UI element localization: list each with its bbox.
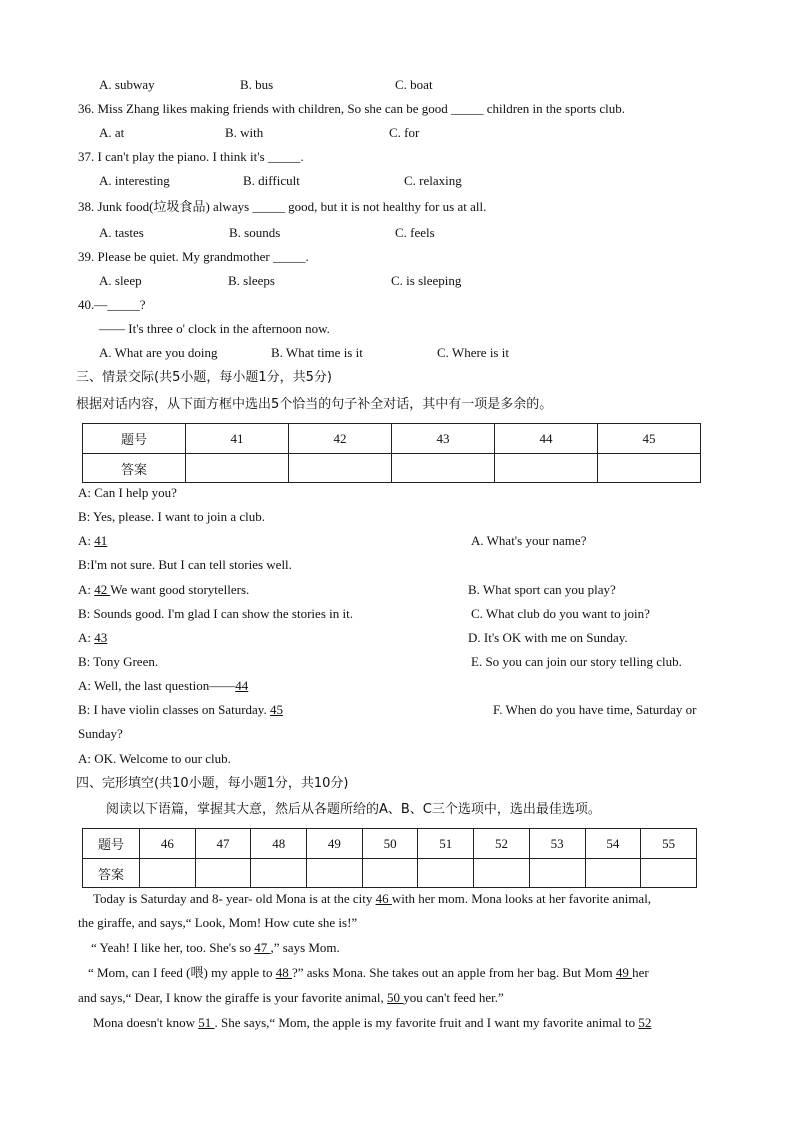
- blank-43: 43: [94, 630, 108, 645]
- q35-option-a: A. subway: [99, 77, 155, 92]
- q37-option-c: C. relaxing: [404, 173, 462, 188]
- answer-cell[interactable]: [195, 859, 251, 888]
- answer-cell[interactable]: [307, 859, 363, 888]
- passage-line: “ Mom, can I feed (喂) my apple to 48 ?” asks Mona. She takes out an apple from her bag. But Mom 49 her: [88, 965, 649, 980]
- dialog-line: B: Sounds good. I'm glad I can show the stories in it.: [78, 606, 353, 621]
- q36-option-b: B. with: [225, 125, 264, 140]
- answer-cell[interactable]: [140, 859, 196, 888]
- blank-42: 42: [94, 582, 111, 597]
- q37-option-a: A. interesting: [99, 173, 170, 188]
- q40-reply: —— It's three o' clock in the afternoon now.: [99, 321, 330, 336]
- dialog-line: A: Well, the last question——44: [78, 678, 249, 693]
- q39-option-a: A. sleep: [99, 273, 142, 288]
- answer-cell[interactable]: [495, 454, 598, 483]
- q35-option-b: B. bus: [240, 77, 274, 92]
- dialog-line: B: Tony Green.: [78, 654, 159, 669]
- option-b: B. What sport can you play?: [468, 582, 616, 597]
- question-number: 55: [641, 829, 697, 859]
- section4-title: 四、完形填空(共10小题，每小题1分，共10分): [76, 776, 349, 791]
- question-number: 51: [418, 829, 474, 859]
- dialog-line: A: 41: [78, 533, 108, 548]
- dialog-line: B: I have violin classes on Saturday. 45: [78, 702, 283, 717]
- q39-option-c: C. is sleeping: [391, 273, 462, 288]
- option-a: A. What's your name?: [471, 533, 587, 548]
- section4-answer-table: [82, 828, 697, 888]
- q39-stem: 39. Please be quiet. My grandmother _____.: [78, 249, 309, 264]
- answer-cell[interactable]: [474, 859, 530, 888]
- question-number: 47: [195, 829, 251, 859]
- option-f: F. When do you have time, Saturday or: [493, 702, 697, 717]
- dialog-line: B:I'm not sure. But I can tell stories well.: [78, 557, 292, 572]
- passage-line: Mona doesn't know 51 . She says,“ Mom, the apple is my favorite fruit and I want my favorite animal to 52: [93, 1015, 652, 1030]
- option-c: C. What club do you want to join?: [471, 606, 650, 621]
- question-number: 42: [289, 424, 392, 454]
- answer-cell[interactable]: [362, 859, 418, 888]
- dialog-line: A: OK. Welcome to our club.: [78, 751, 231, 766]
- question-number: 54: [585, 829, 641, 859]
- answer-cell[interactable]: [418, 859, 474, 888]
- dialog-line: A: 42 We want good storytellers.: [78, 582, 250, 597]
- option-d: D. It's OK with me on Sunday.: [468, 630, 628, 645]
- q40-option-c: C. Where is it: [437, 345, 509, 360]
- blank-48: 48: [275, 965, 292, 980]
- blank-45: 45: [269, 702, 283, 717]
- q40-option-b: B. What time is it: [271, 345, 363, 360]
- answer-cell[interactable]: [641, 859, 697, 888]
- question-number: 41: [186, 424, 289, 454]
- answer-cell[interactable]: [251, 859, 307, 888]
- q37-stem: 37. I can't play the piano. I think it's _____.: [78, 149, 304, 164]
- passage-line: Today is Saturday and 8- year- old Mona is at the city 46 with her mom. Mona looks at her favorite animal,: [93, 891, 652, 906]
- table-answer-label: 答案: [83, 454, 186, 483]
- q36-option-c: C. for: [389, 125, 420, 140]
- q36-stem: 36. Miss Zhang likes making friends with children, So she can be good _____ children in the sports club.: [78, 101, 625, 116]
- q37-option-b: B. difficult: [243, 173, 300, 188]
- blank-47: 47: [254, 940, 271, 955]
- table-header-label: 题号: [83, 829, 140, 859]
- section3-title: 三、情景交际(共5小题，每小题1分，共5分): [76, 370, 332, 385]
- question-number: 45: [598, 424, 701, 454]
- question-number: 43: [392, 424, 495, 454]
- answer-cell[interactable]: [392, 454, 495, 483]
- q38-option-c: C. feels: [395, 225, 435, 240]
- dialog-line: Sunday?: [78, 726, 123, 741]
- passage-line: and says,“ Dear, I know the giraffe is your favorite animal, 50 you can't feed her.”: [78, 990, 504, 1005]
- table-answer-label: 答案: [83, 859, 140, 888]
- question-number: 48: [251, 829, 307, 859]
- question-number: 52: [474, 829, 530, 859]
- dialog-line: A: Can I help you?: [78, 485, 177, 500]
- answer-cell[interactable]: [186, 454, 289, 483]
- passage-line: the giraffe, and says,“ Look, Mom! How cute she is!”: [78, 915, 358, 930]
- question-number: 53: [529, 829, 585, 859]
- blank-52: 52: [638, 1015, 652, 1030]
- q40-stem: 40.—_____?: [78, 297, 146, 312]
- q36-option-a: A. at: [99, 125, 125, 140]
- q39-option-b: B. sleeps: [228, 273, 275, 288]
- passage-line: “ Yeah! I like her, too. She's so 47 ,” says Mom.: [91, 940, 340, 955]
- answer-cell[interactable]: [529, 859, 585, 888]
- blank-49: 49: [615, 965, 633, 980]
- section3-instruction: 根据对话内容，从下面方框中选出5个恰当的句子补全对话，其中有一项是多余的。: [76, 397, 553, 412]
- blank-51: 51: [198, 1015, 215, 1030]
- section3-answer-table: [82, 423, 701, 483]
- answer-cell[interactable]: [289, 454, 392, 483]
- q38-option-a: A. tastes: [99, 225, 144, 240]
- answer-cell[interactable]: [585, 859, 641, 888]
- q40-option-a: A. What are you doing: [99, 345, 218, 360]
- dialog-line: A: 43: [78, 630, 108, 645]
- blank-44: 44: [235, 678, 249, 693]
- question-number: 49: [307, 829, 363, 859]
- question-number: 46: [140, 829, 196, 859]
- answer-cell[interactable]: [598, 454, 701, 483]
- section4-instruction: 阅读以下语篇，掌握其大意，然后从各题所给的A、B、C三个选项中，选出最佳选项。: [106, 802, 601, 817]
- option-e: E. So you can join our story telling club.: [471, 654, 682, 669]
- dialog-line: B: Yes, please. I want to join a club.: [78, 509, 266, 524]
- q35-option-c: C. boat: [395, 77, 433, 92]
- table-header-label: 题号: [83, 424, 186, 454]
- blank-46: 46: [375, 891, 392, 906]
- blank-50: 50: [386, 990, 404, 1005]
- question-number: 50: [362, 829, 418, 859]
- q38-stem: 38. Junk food(垃圾食品) always _____ good, but it is not healthy for us at all.: [78, 199, 487, 214]
- q38-option-b: B. sounds: [229, 225, 281, 240]
- question-number: 44: [495, 424, 598, 454]
- blank-41: 41: [94, 533, 108, 548]
